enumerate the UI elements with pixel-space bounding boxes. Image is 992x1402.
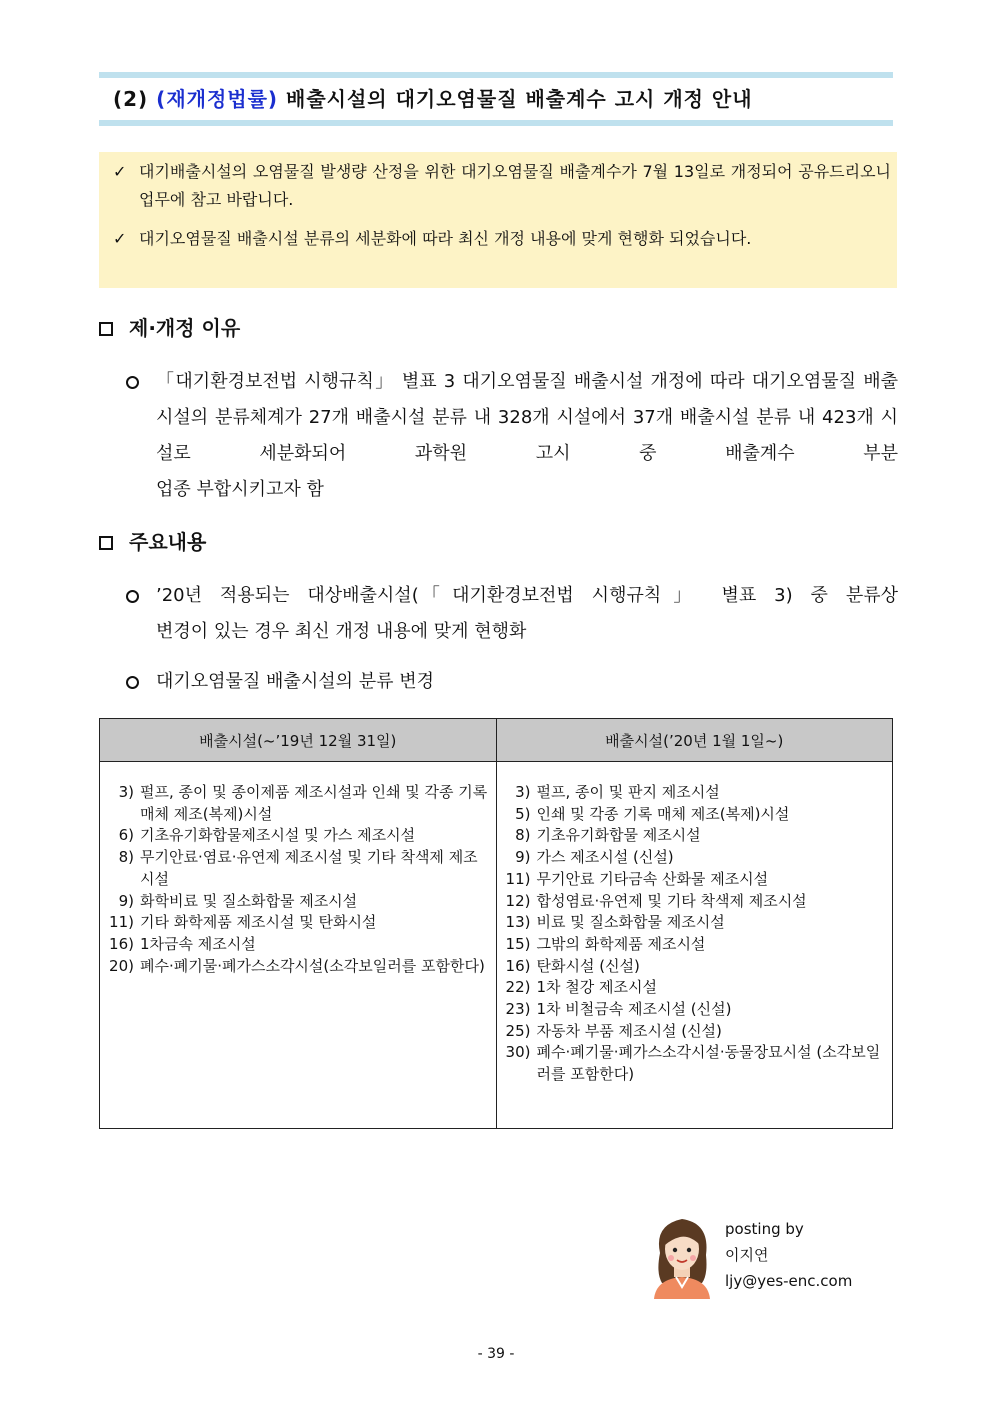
item-text: 1차금속 제조시설 xyxy=(140,934,256,953)
section-heading-main xyxy=(99,526,206,555)
table-row xyxy=(503,804,887,826)
main-paragraph-2 xyxy=(126,664,898,700)
item-text: 가스 제조시설 (신설) xyxy=(536,848,674,867)
table-row xyxy=(503,1021,887,1043)
title-block xyxy=(99,72,893,126)
item-number: 6) xyxy=(118,826,134,845)
paragraph-text: 대기오염물질 배출시설의 분류 변경 xyxy=(156,671,434,692)
paragraph-text-last: 변경이 있는 경우 최신 개정 내용에 맞게 현행화 xyxy=(156,621,527,642)
item-number: 11) xyxy=(505,869,531,888)
table-header-old: 배출시설(~’19년 12월 31일) xyxy=(100,719,497,762)
item-number: 22) xyxy=(505,978,531,997)
check-icon: ✓ xyxy=(113,229,127,248)
item-text: 자동차 부품 제조시설 (신설) xyxy=(536,1021,722,1040)
circle-bullet-icon xyxy=(126,376,139,389)
page-number: - 39 - xyxy=(477,1346,515,1362)
item-text: 합성염료·유연제 및 기타 착색제 제조시설 xyxy=(536,891,807,910)
item-number: 8) xyxy=(118,848,134,867)
table-row xyxy=(503,956,887,978)
title-number: (2) xyxy=(113,87,149,111)
item-text: 1차 철강 제조시설 xyxy=(536,978,658,997)
item-text: 비료 및 질소화합물 제조시설 xyxy=(536,913,725,932)
table-row xyxy=(106,956,490,978)
table-row xyxy=(106,912,490,934)
signature-email[interactable]: ljy@yes-enc.com xyxy=(725,1272,853,1290)
item-text: 1차 비철금속 제조시설 (신설) xyxy=(536,1000,732,1019)
notice-text: 대기배출시설의 오염물질 발생량 산정을 위한 대기오염물질 배출계수가 7월 13일로 개정되어 공유드리오니 업무에 참고 바랍니다. xyxy=(139,162,891,209)
item-text: 무기안료 기타금속 산화물 제조시설 xyxy=(536,869,769,888)
item-number: 12) xyxy=(505,891,531,910)
table-row xyxy=(503,934,887,956)
table-row xyxy=(106,825,490,847)
item-text: 무기안료·염료·유연제 제조시설 및 기타 착색제 제조시설 xyxy=(140,848,478,888)
item-number: 9) xyxy=(515,848,531,867)
item-number: 16) xyxy=(505,956,531,975)
table-row xyxy=(503,825,887,847)
table-row xyxy=(503,912,887,934)
table-row xyxy=(503,1042,887,1085)
comparison-table xyxy=(99,718,893,1129)
table-row xyxy=(503,891,887,913)
table-header-new: 배출시설(’20년 1월 1일~) xyxy=(496,719,893,762)
notice-box xyxy=(99,152,897,288)
table-row xyxy=(503,977,887,999)
item-text: 펄프, 종이 및 판지 제조시설 xyxy=(536,783,720,801)
item-number: 20) xyxy=(109,956,134,975)
signature-author: 이지연 xyxy=(725,1246,769,1264)
title-bar-bottom xyxy=(99,120,893,126)
notice-text: 대기오염물질 배출시설 분류의 세분화에 따라 최신 개정 내용에 맞게 현행화 되었습니다. xyxy=(139,229,752,248)
item-text: 화학비료 및 질소화합물 제조시설 xyxy=(140,891,358,910)
item-number: 13) xyxy=(505,913,531,932)
item-number: 11) xyxy=(109,913,134,932)
item-text: 그밖의 화학제품 제조시설 xyxy=(536,934,706,953)
item-number: 23) xyxy=(505,1000,531,1019)
item-number: 3) xyxy=(515,783,531,801)
notice-item xyxy=(113,158,891,214)
item-text: 인쇄 및 각종 기록 매체 제조(복제)시설 xyxy=(536,804,790,823)
section-title: 주요내용 xyxy=(129,530,207,554)
reason-paragraph xyxy=(126,364,898,508)
item-number: 15) xyxy=(505,934,531,953)
item-text: 폐수·폐기물·폐가스소각시설(소각보일러를 포함한다) xyxy=(140,956,485,975)
paragraph-text-last: 업종 부합시키고자 함 xyxy=(156,479,324,500)
item-text: 펄프, 종이 및 종이제품 제조시설과 인쇄 및 각종 기록 매체 제조(복제)시설 xyxy=(140,783,488,823)
section-title: 제·개정 이유 xyxy=(129,316,241,340)
item-number: 8) xyxy=(515,826,531,845)
square-bullet-icon xyxy=(99,536,113,550)
woman-avatar-icon xyxy=(646,1213,718,1299)
table-row xyxy=(503,869,887,891)
table-cell-old xyxy=(100,762,497,1129)
table-row xyxy=(503,999,887,1021)
table-row xyxy=(106,891,490,913)
section-heading-reason xyxy=(99,312,240,341)
table-row xyxy=(106,847,490,890)
signature-posting-by: posting by xyxy=(725,1220,804,1238)
item-text: 폐수·폐기물·폐가스소각시설·동물장묘시설 (소각보일러를 포함한다) xyxy=(536,1043,881,1084)
title-paren: (재개정법률) xyxy=(156,87,279,111)
item-number: 3) xyxy=(118,783,134,801)
table-row xyxy=(106,934,490,956)
table-cell-new xyxy=(496,762,893,1129)
check-icon: ✓ xyxy=(113,162,127,181)
item-number: 30) xyxy=(505,1043,531,1062)
item-text: 기타 화학제품 제조시설 및 탄화시설 xyxy=(140,913,377,932)
main-paragraph-1 xyxy=(126,578,898,650)
table-row xyxy=(503,782,887,804)
paragraph-text: 「대기환경보전법 시행규칙」 별표 3 대기오염물질 배출시설 개정에 따라 대기오염물질 배출시설의 분류체계가 27개 배출시설 분류 내 328개 시설에서 37개 배출시설 분류 내 423개 시설로 세분화되어 과학원 고시 중 배출계수 부분 xyxy=(156,371,898,464)
signature-block xyxy=(725,1216,852,1294)
item-text: 탄화시설 (신설) xyxy=(536,956,640,975)
circle-bullet-icon xyxy=(126,590,139,603)
item-number: 16) xyxy=(109,934,134,953)
table-row xyxy=(503,847,887,869)
circle-bullet-icon xyxy=(126,676,139,689)
item-number: 9) xyxy=(118,891,134,910)
paragraph-text: ’20년 적용되는 대상배출시설(「대기환경보전법 시행규칙」 별표 3) 중 분류상 xyxy=(156,585,898,606)
item-text: 기초유기화합물 제조시설 xyxy=(536,826,701,845)
page-title xyxy=(99,78,893,120)
table-row xyxy=(106,782,490,825)
notice-item xyxy=(113,225,891,253)
item-number: 5) xyxy=(515,804,531,823)
title-rest: 배출시설의 대기오염물질 배출계수 고시 개정 안내 xyxy=(286,87,753,111)
item-number: 25) xyxy=(505,1021,531,1040)
item-text: 기초유기화합물제조시설 및 가스 제조시설 xyxy=(140,826,416,845)
square-bullet-icon xyxy=(99,322,113,336)
